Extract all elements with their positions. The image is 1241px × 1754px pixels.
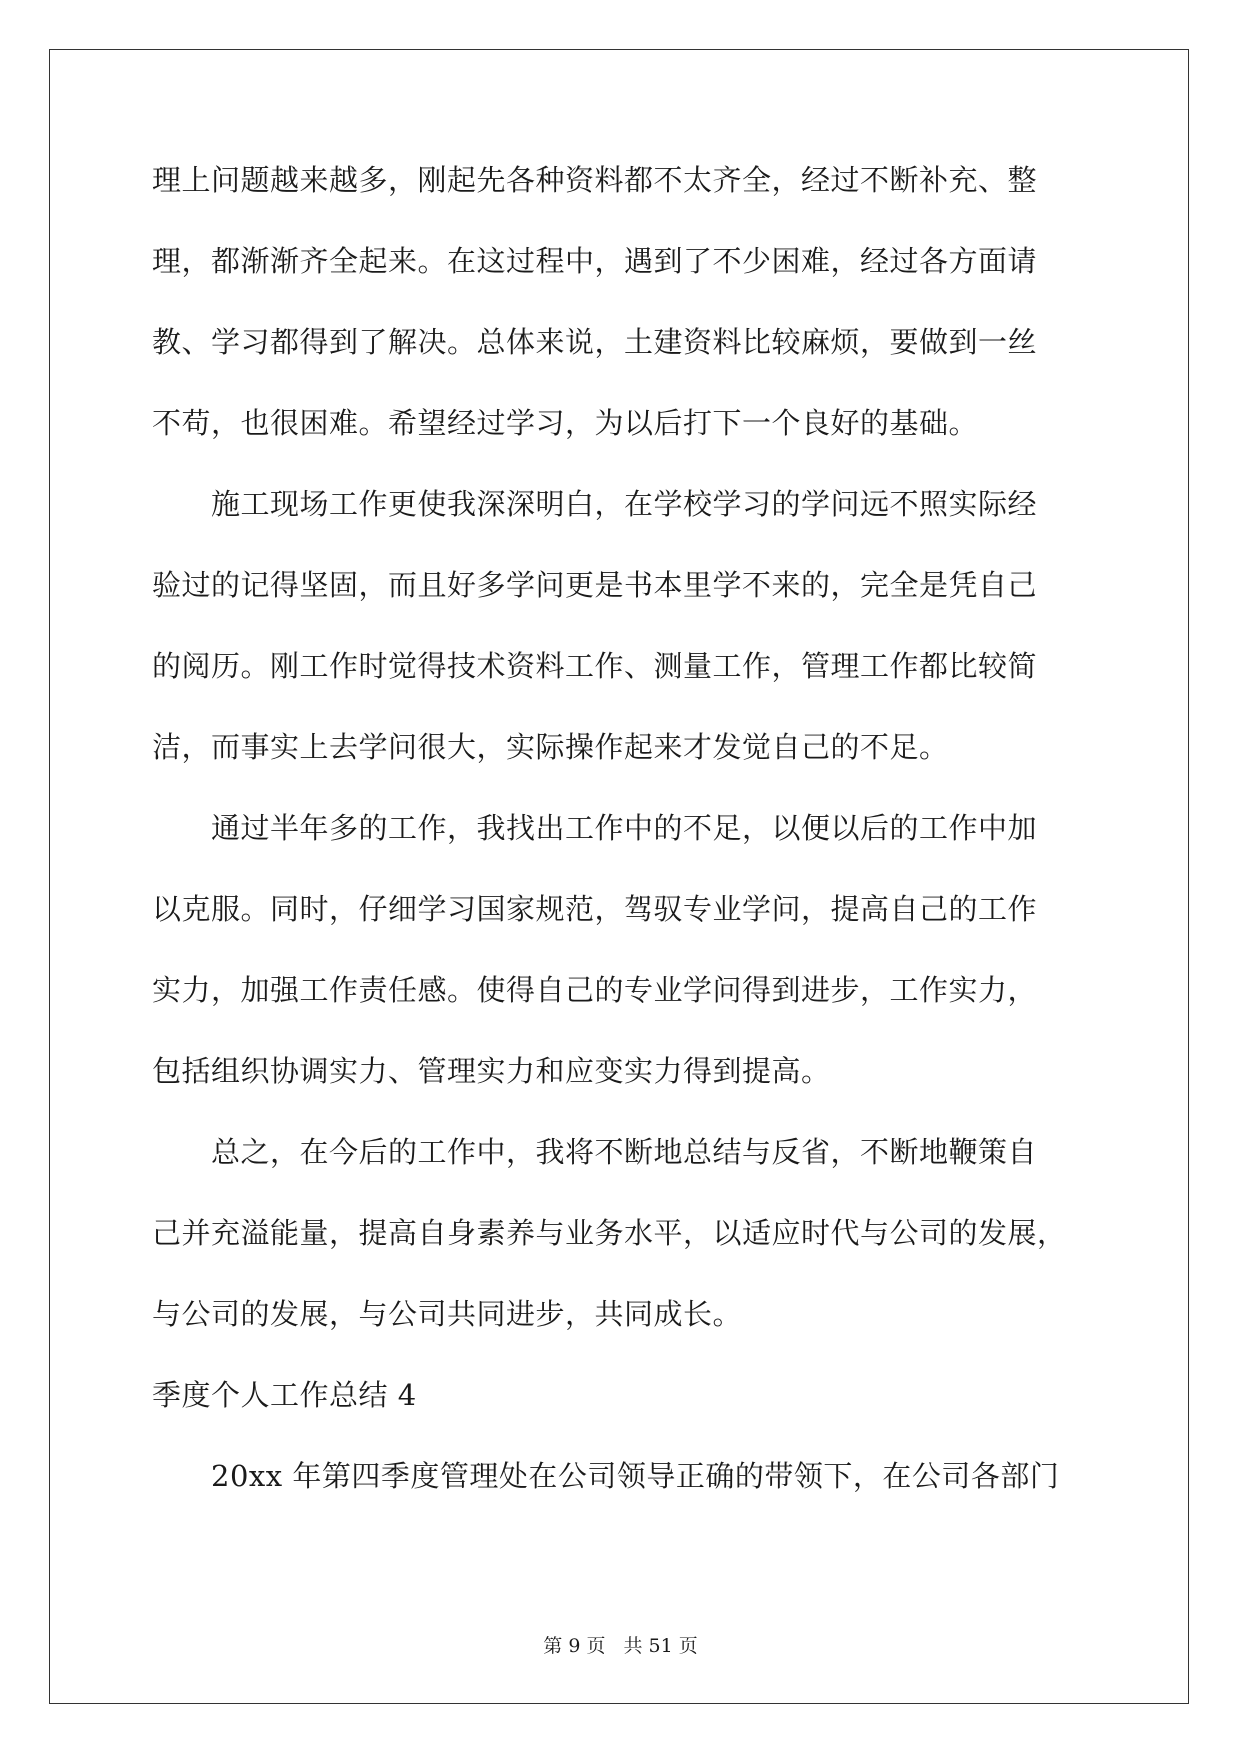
text-line: 己并充溢能量，提高自身素养与业务水平，以适应时代与公司的发展， bbox=[152, 1216, 1067, 1250]
text-line: 以克服。同时，仔细学习国家规范，驾驭专业学问，提高自己的工作 bbox=[152, 892, 1038, 926]
text-line: 验过的记得坚固，而且好多学问更是书本里学不来的，完全是凭自己 bbox=[152, 568, 1038, 602]
page-total: 共 51 页 bbox=[623, 1635, 698, 1657]
text-line: 理，都渐渐齐全起来。在这过程中，遇到了不少困难，经过各方面请 bbox=[152, 244, 1038, 278]
text-line: 20xx 年第四季度管理处在公司领导正确的带领下，在公司各部门 bbox=[152, 1459, 1060, 1493]
text-line: 施工现场工作更使我深深明白，在学校学习的学问远不照实际经 bbox=[152, 487, 1038, 521]
text-line: 实力，加强工作责任感。使得自己的专业学问得到进步，工作实力， bbox=[152, 973, 1038, 1007]
text-line: 洁，而事实上去学问很大，实际操作起来才发觉自己的不足。 bbox=[152, 730, 949, 764]
page-number: 第 9 页 bbox=[543, 1635, 606, 1657]
text-line: 不苟，也很困难。希望经过学习，为以后打下一个良好的基础。 bbox=[152, 406, 979, 440]
text-line: 理上问题越来越多，刚起先各种资料都不太齐全，经过不断补充、整 bbox=[152, 163, 1038, 197]
text-line: 通过半年多的工作，我找出工作中的不足，以便以后的工作中加 bbox=[152, 811, 1038, 845]
text-line: 的阅历。刚工作时觉得技术资料工作、测量工作，管理工作都比较简 bbox=[152, 649, 1038, 683]
text-line: 与公司的发展，与公司共同进步，共同成长。 bbox=[152, 1297, 743, 1331]
text-line: 教、学习都得到了解决。总体来说，土建资料比较麻烦，要做到一丝 bbox=[152, 325, 1038, 359]
document-body bbox=[152, 160, 1092, 1537]
text-line: 总之，在今后的工作中，我将不断地总结与反省，不断地鞭策自 bbox=[152, 1135, 1038, 1169]
page-footer bbox=[0, 1631, 1241, 1658]
section-heading: 季度个人工作总结 4 bbox=[152, 1378, 417, 1412]
text-line: 包括组织协调实力、管理实力和应变实力得到提高。 bbox=[152, 1054, 831, 1088]
